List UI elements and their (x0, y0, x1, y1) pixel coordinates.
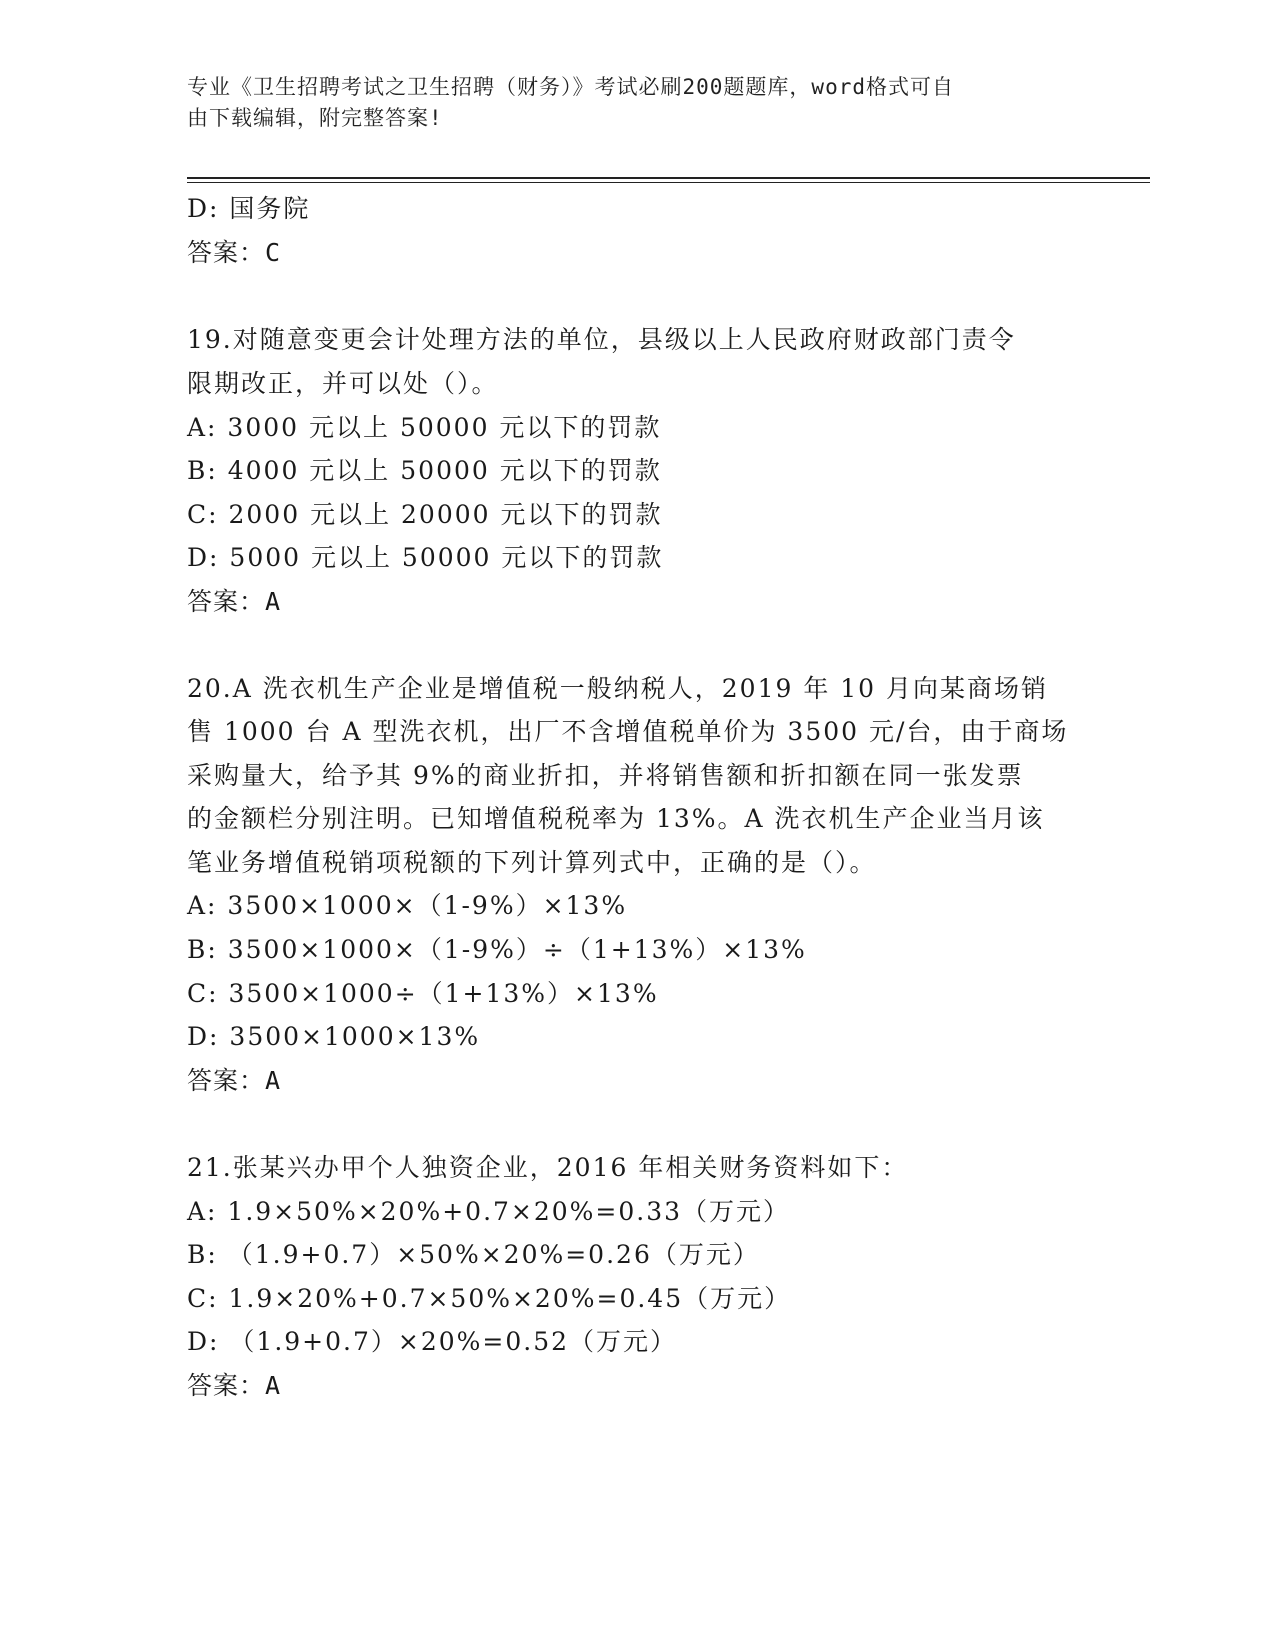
header-line-2: 由下载编辑，附完整答案! (187, 106, 443, 130)
q21-option-b: B: （1.9+0.7）×50%×20%=0.26（万元） (187, 1240, 760, 1269)
prev-answer: 答案：C (187, 238, 282, 267)
q21-answer: 答案：A (187, 1371, 282, 1400)
q20-answer: 答案：A (187, 1066, 282, 1095)
q19-option-b: B: 4000 元以上 50000 元以下的罚款 (187, 456, 662, 485)
q21-stem-line-1: 21.张某兴办甲个人独资企业，2016 年相关财务资料如下： (187, 1153, 909, 1182)
q19-option-d: D: 5000 元以上 50000 元以下的罚款 (187, 543, 664, 572)
document-header (187, 72, 1067, 134)
q19-stem-line-2: 限期改正，并可以处（）。 (187, 369, 499, 398)
q20-stem-line-5: 笔业务增值税销项税额的下列计算列式中，正确的是（）。 (187, 848, 877, 877)
header-rule-thick (187, 177, 1150, 179)
header-rule-thin (187, 182, 1150, 183)
q19-option-a: A: 3000 元以上 50000 元以下的罚款 (187, 413, 662, 442)
q20-option-c: C: 3500×1000÷（1+13%）×13% (187, 979, 659, 1008)
q20-option-b: B: 3500×1000×（1-9%）÷（1+13%）×13% (187, 935, 807, 964)
q20-option-a: A: 3500×1000×（1-9%）×13% (187, 891, 628, 920)
q21-option-c: C: 1.9×20%+0.7×50%×20%=0.45（万元） (187, 1284, 792, 1313)
q20-stem-line-4: 的金额栏分别注明。已知增值税税率为 13%。A 洗衣机生产企业当月该 (187, 804, 1045, 833)
q19-stem-line-1: 19.对随意变更会计处理方法的单位，县级以上人民政府财政部门责令 (187, 325, 1016, 354)
q19-answer: 答案：A (187, 587, 282, 616)
header-line-1: 专业《卫生招聘考试之卫生招聘（财务）》考试必刷200题题库，word格式可自 (187, 75, 954, 99)
q19-option-c: C: 2000 元以上 20000 元以下的罚款 (187, 500, 663, 529)
q20-stem-line-3: 采购量大，给予其 9%的商业折扣，并将销售额和折扣额在同一张发票 (187, 761, 1024, 790)
prev-option-d: D: 国务院 (187, 194, 311, 223)
q20-stem-line-2: 售 1000 台 A 型洗衣机，出厂不含增值税单价为 3500 元/台，由于商场 (187, 717, 1069, 746)
q21-option-a: A: 1.9×50%×20%+0.7×20%=0.33（万元） (187, 1197, 791, 1226)
q21-option-d: D: （1.9+0.7）×20%=0.52（万元） (187, 1327, 678, 1356)
q20-option-d: D: 3500×1000×13% (187, 1022, 481, 1051)
q20-stem-line-1: 20.A 洗衣机生产企业是增值税一般纳税人，2019 年 10 月向某商场销 (187, 674, 1049, 703)
